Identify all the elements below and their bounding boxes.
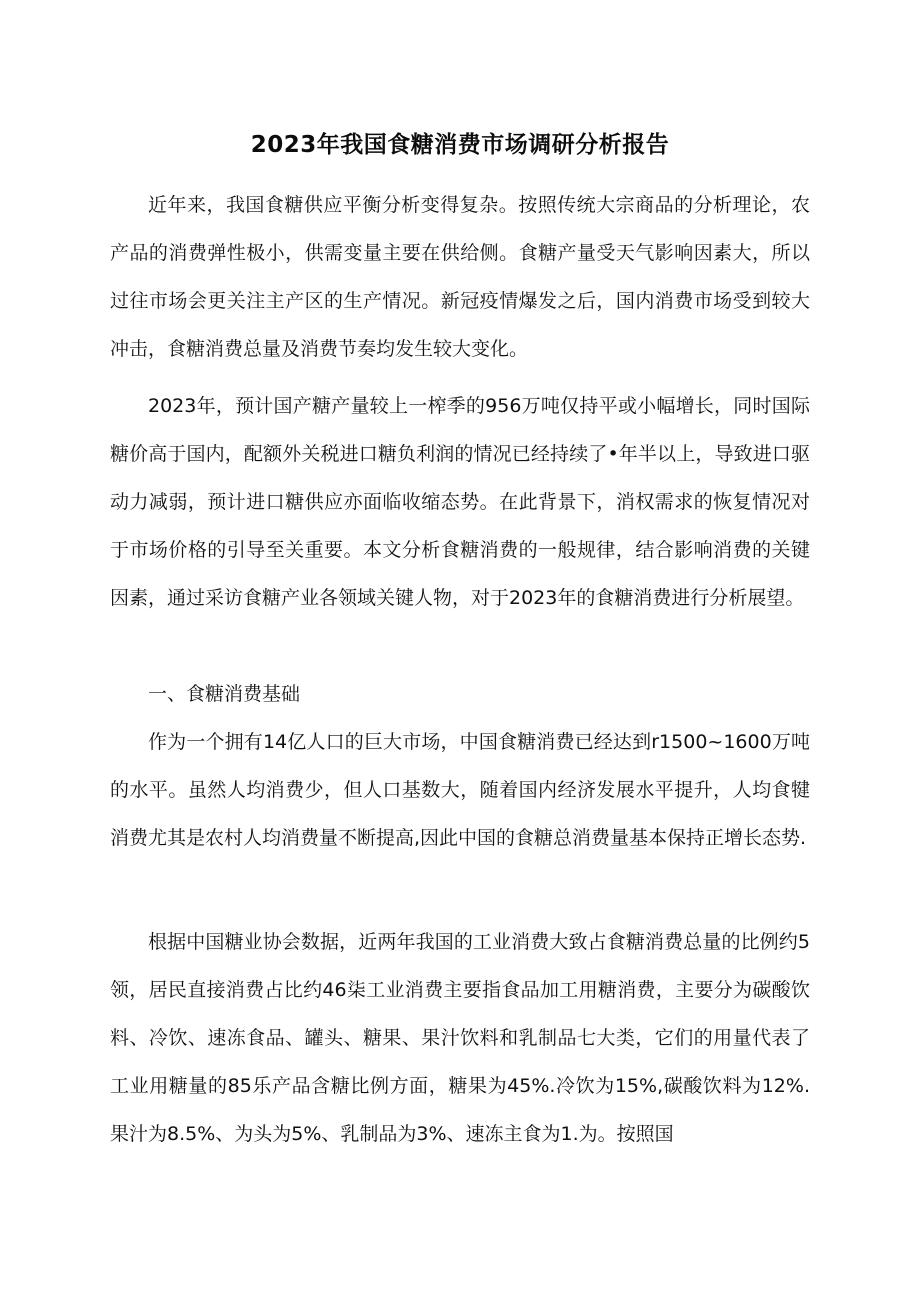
paragraph-2023-outlook: 2023年，预计国产糖产量较上一榨季的956万吨仅持平或小幅增长，同时国际糖价高于国内，配额外关税进口糖负利润的情况已经持续了•年半以上，导致进口驱动力减弱，预计进口糖供应亦面临收缩态势。在此背景下，消权需求的恢复情况对于市场价格的引导至关重要。本文分析食糖消费的一般规律，结合影响消费的关键因素，通过采访食糖产业各领域关键人物，对于2023年的食糖消费进行分析展望。 xyxy=(110,395,810,609)
paragraph-intro: 近年来，我国食糖供应平衡分析变得复杂。按照传统大宗商品的分析理论，农产品的消费弹性极小，供需变量主要在供给侧。食糖产量受天气影响因素大，所以过往市场会更关注主产区的生产情况。新冠疫情爆发之后，国内消费市场受到较大冲击，食糖消费总量及消费节奏均发生较大变化。 xyxy=(110,194,810,360)
paragraph-industry-data: 根据中国糖业协会数据，近两年我国的工业消费大致占食糖消费总量的比例约5领，居民直接消费占比约46柒工业消费主要指食品加工用糖消费，主要分为碳酸饮料、冷饮、速冻食品、罐头、糖果、果汁饮料和乳制品七大类，它们的用量代表了工业用糖量的85乐产品含糖比例方面，糖果为45%.冷饮为15%,碳酸饮料为12%.果汁为8.5%、为头为5%、乳制品为3%、速冻主食为1.为。按照国 xyxy=(110,931,810,1145)
section-heading: 一、食糖消费基础 xyxy=(148,683,301,705)
document-title: 2023年我国食糖消费市场调研分析报告 xyxy=(250,132,670,158)
paragraph-consumption-base: 作为一个拥有14亿人口的巨大市场，中国食糖消费已经达到r1500~1600万吨的水平。虽然人均消费少，但人口基数大，随着国内经济发展水平提升，人均食犍消费尤其是农村人均消费量不断提高,因此中国的食糖总消费量基本保持正增长态势. xyxy=(110,731,810,849)
